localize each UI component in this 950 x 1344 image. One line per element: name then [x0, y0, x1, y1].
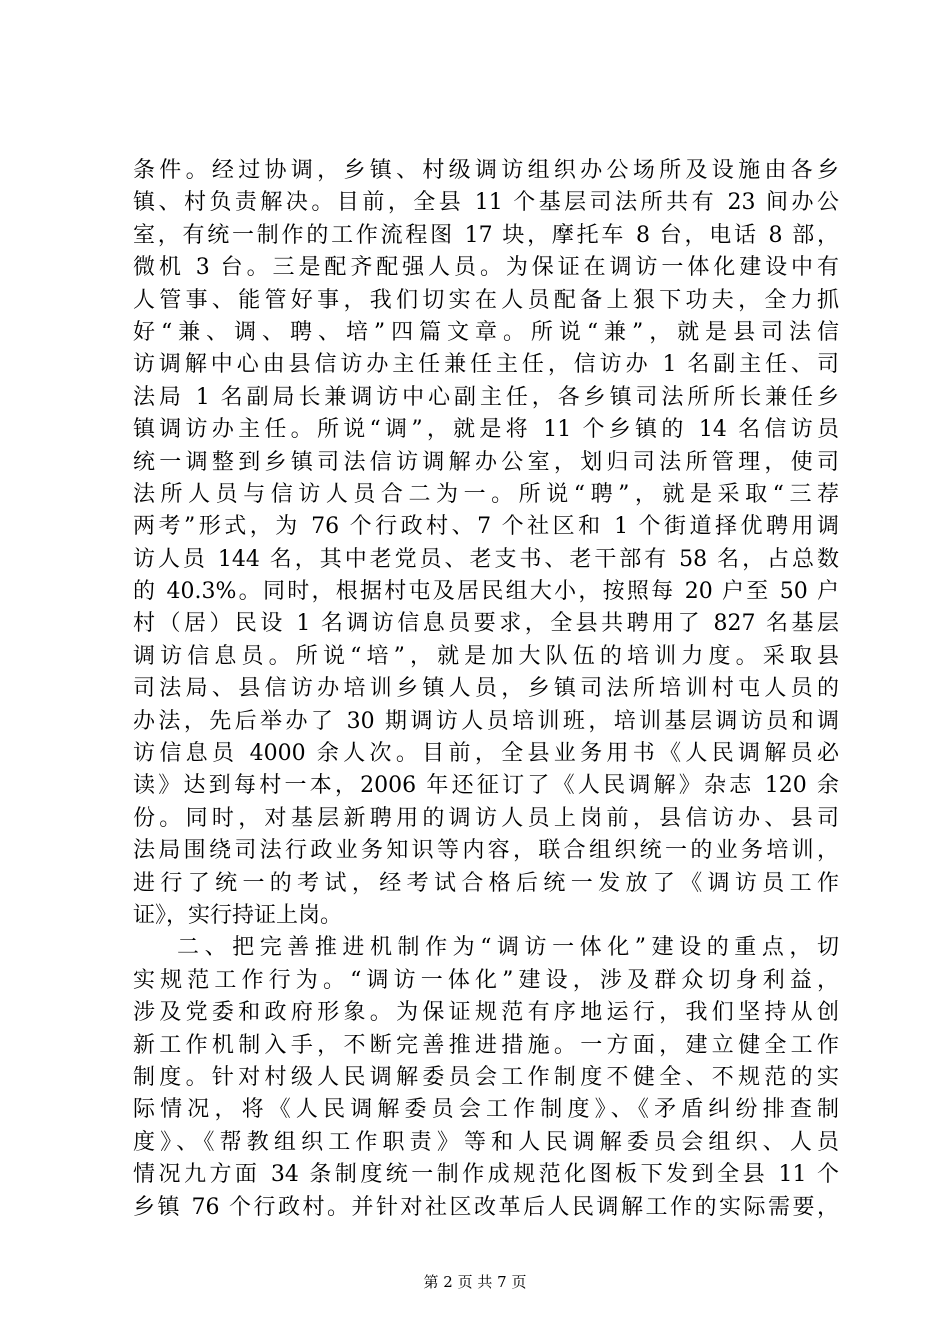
text-line: 涉及党委和政府形象。为保证规范有序地运行，我们坚持从创 [133, 1000, 839, 1026]
text-line: 室，有统一制作的工作流程图 17 块，摩托车 8 台，电话 8 部， [133, 222, 839, 248]
text-line: 新工作机制入手，不断完善推进措施。一方面，建立健全工作 [133, 1032, 839, 1058]
text-line: 读》达到每村一本，2006 年还征订了《人民调解》杂志 120 余 [133, 773, 839, 799]
text-line: 进行了统一的考试，经考试合格后统一发放了《调访员工作 [133, 870, 839, 896]
text-line: 村（居）民设 1 名调访信息员要求，全县共聘用了 827 名基层 [133, 611, 839, 637]
text-line: 情况九方面 34 条制度统一制作成规范化图板下发到全县 11 个 [133, 1162, 839, 1188]
text-line: 制度。针对村级人民调解委员会工作制度不健全、不规范的实 [133, 1064, 839, 1090]
text-line: 访信息员 4000 余人次。目前，全县业务用书《人民调解员必 [133, 741, 839, 767]
text-line: 法局 1 名副局长兼调访中心副主任，各乡镇司法所所长兼任乡 [133, 384, 839, 410]
text-line: 办法，先后举办了 30 期调访人员培训班，培训基层调访员和调 [133, 708, 839, 734]
text-line: 访人员 144 名，其中老党员、老支书、老干部有 58 名，占总数 [133, 546, 839, 572]
text-line: 份。同时，对基层新聘用的调访人员上岗前，县信访办、县司 [133, 805, 839, 831]
text-line: 两考”形式，为 76 个行政村、7 个社区和 1 个街道择优聘用调 [133, 514, 839, 540]
text-line: 镇调访办主任。所说“调”，就是将 11 个乡镇的 14 名信访员 [133, 417, 839, 443]
text-line: 调访信息员。所说“培”，就是加大队伍的培训力度。采取县 [133, 643, 839, 669]
text-line: 统一调整到乡镇司法信访调解办公室，划归司法所管理，使司 [133, 449, 839, 475]
text-line: 法所人员与信访人员合二为一。所说“聘”，就是采取“三荐 [133, 481, 839, 507]
text-line: 司法局、县信访办培训乡镇人员，乡镇司法所培训村屯人员的 [133, 676, 839, 702]
text-line: 法局围绕司法行政业务知识等内容，联合组织统一的业务培训， [133, 838, 839, 864]
page-footer [0, 1272, 950, 1292]
text-line: 度》、《帮教组织工作职责》等和人民调解委员会组织、人员 [133, 1129, 839, 1155]
text-line: 际情况，将《人民调解委员会工作制度》、《矛盾纠纷排查制 [133, 1097, 839, 1123]
text-line: 条件。经过协调，乡镇、村级调访组织办公场所及设施由各乡 [133, 158, 839, 183]
text-line: 乡镇 76 个行政村。并针对社区改革后人民调解工作的实际需要， [133, 1194, 839, 1220]
text-line: 访调解中心由县信访办主任兼任主任，信访办 1 名副主任、司 [133, 352, 839, 378]
text-line: 人管事、能管好事，我们切实在人员配备上狠下功夫，全力抓 [133, 287, 839, 313]
page-number: 第 2 页 共 7 页 [423, 1273, 527, 1291]
text-line: 微机 3 台。三是配齐配强人员。为保证在调访一体化建设中有 [133, 255, 839, 281]
paragraph-start-line: 二、把完善推进机制作为“调访一体化”建设的重点，切 [177, 935, 839, 961]
text-line: 镇、村负责解决。目前，全县 11 个基层司法所共有 23 间办公 [133, 190, 839, 216]
text-line: 实规范工作行为。“调访一体化”建设，涉及群众切身利益， [133, 967, 839, 993]
text-line: 证》，实行持证上岗。 [133, 902, 343, 928]
body-text [133, 155, 839, 1224]
text-line: 好“兼、调、聘、培”四篇文章。所说“兼”，就是县司法信 [133, 319, 839, 345]
text-line: 的 40.3%。同时，根据村屯及居民组大小，按照每 20 户至 50 户 [133, 579, 839, 605]
